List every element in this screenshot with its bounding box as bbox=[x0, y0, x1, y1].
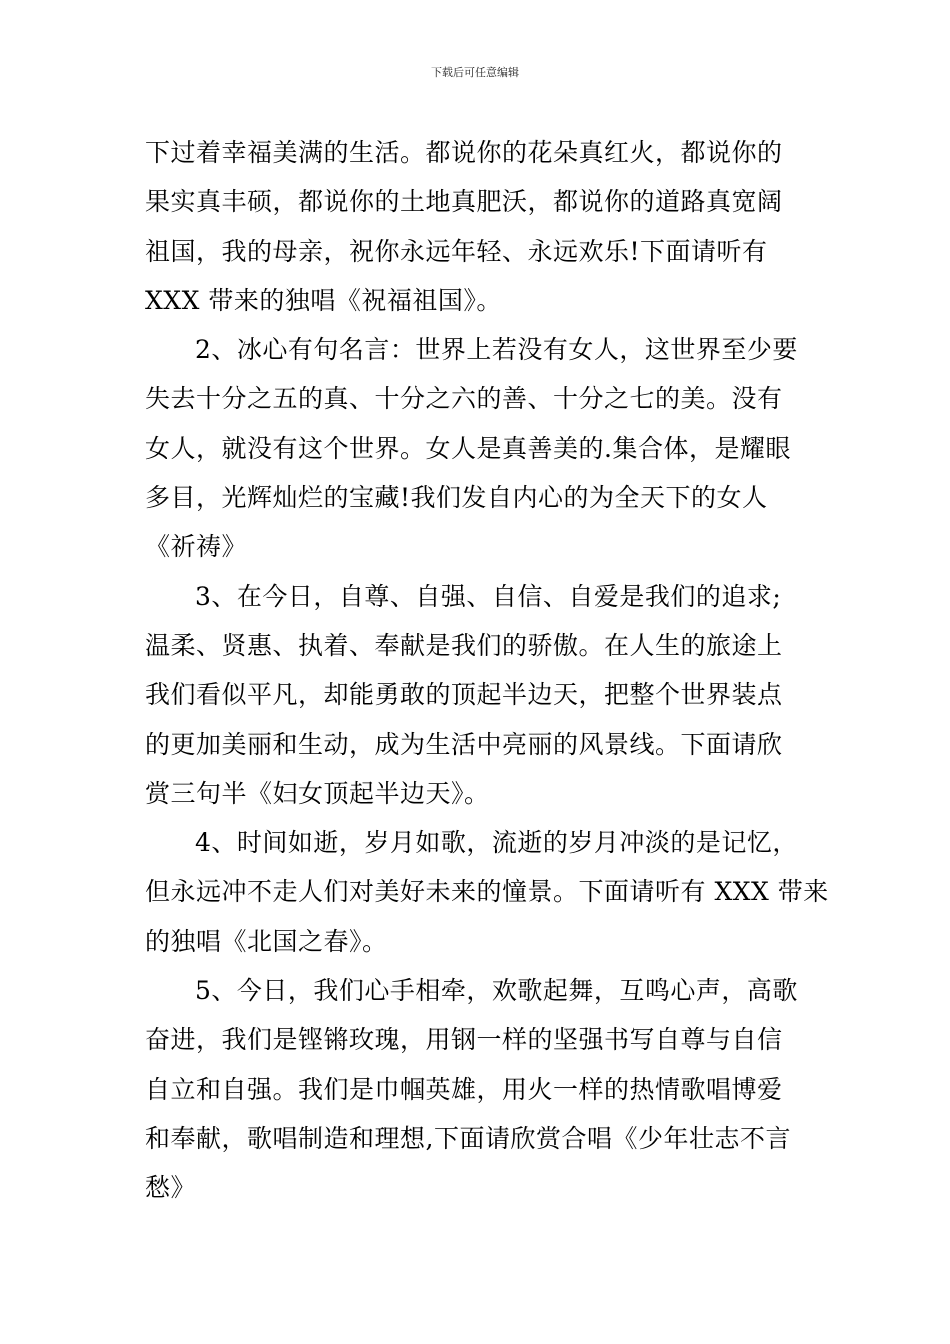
page-header: 下载后可任意编辑 bbox=[431, 66, 519, 79]
text-line: 自立和自强。我们是巾帼英雄，用火一样的热情歌唱博爱 bbox=[145, 1074, 783, 1104]
text-line: 的更加美丽和生动，成为生活中亮丽的风景线。下面请欣 bbox=[145, 729, 783, 759]
text-line: 愁》 bbox=[145, 1173, 197, 1203]
text-line: 多目，光辉灿烂的宝藏!我们发自内心的为全天下的女人 bbox=[145, 483, 768, 513]
text-line: 我们看似平凡，却能勇敢的顶起半边天，把整个世界装点 bbox=[145, 680, 783, 710]
text-line: 失去十分之五的真、十分之六的善、十分之七的美。没有 bbox=[145, 384, 783, 414]
text-line: 2、冰心有句名言：世界上若没有女人，这世界至少要 bbox=[195, 335, 798, 365]
text-line: 果实真丰硕，都说你的土地真肥沃，都说你的道路真宽阔 bbox=[145, 187, 783, 217]
text-line: XXX 带来的独唱《祝福祖国》。 bbox=[145, 285, 502, 315]
text-line: 的独唱《北国之春》。 bbox=[145, 926, 388, 956]
text-line: 5、今日，我们心手相牵，欢歌起舞，互鸣心声，高歌 bbox=[195, 976, 798, 1006]
text-line: 祖国，我的母亲，祝你永远年轻、永远欢乐!下面请听有 bbox=[145, 236, 768, 266]
document-body bbox=[145, 128, 829, 1213]
text-line: 和奉献，歌唱制造和理想,下面请欣赏合唱《少年壮志不言 bbox=[145, 1123, 791, 1153]
text-line: 3、在今日，自尊、自强、自信、自爱是我们的追求; bbox=[195, 581, 782, 611]
text-line: 但永远冲不走人们对美好未来的憧景。下面请听有 XXX 带来 bbox=[145, 877, 829, 907]
text-line: 奋进，我们是铿锵玫瑰，用钢一样的坚强书写自尊与自信 bbox=[145, 1025, 783, 1055]
text-line: 《祈祷》 bbox=[145, 532, 248, 562]
text-line: 下过着幸福美满的生活。都说你的花朵真红火，都说你的 bbox=[145, 138, 783, 167]
text-line: 女人，就没有这个世界。女人是真善美的.集合体，是耀眼 bbox=[145, 433, 791, 463]
text-line: 4、时间如逝，岁月如歌，流逝的岁月冲淡的是记忆， bbox=[195, 828, 798, 858]
text-line: 赏三句半《妇女顶起半边天》。 bbox=[145, 778, 490, 808]
text-line: 温柔、贤惠、执着、奉献是我们的骄傲。在人生的旅途上 bbox=[145, 630, 783, 660]
